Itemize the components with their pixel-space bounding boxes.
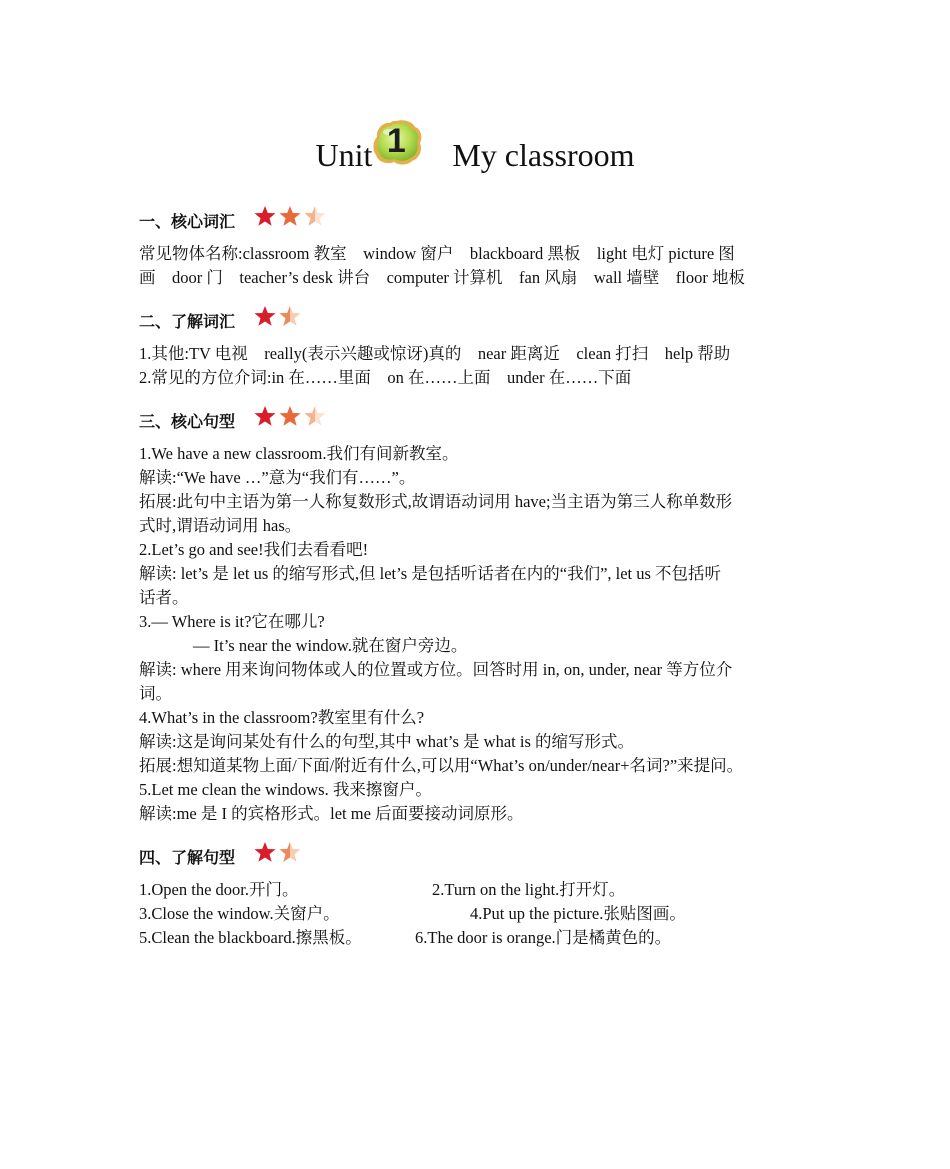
star-icon — [253, 205, 277, 227]
section-title: 三、核心句型 — [139, 411, 236, 431]
section-title: 二、了解词汇 — [139, 311, 236, 331]
page-title — [0, 114, 950, 174]
text-line: 1.We have a new classroom.我们有间新教室。 — [139, 444, 459, 463]
phrase-item: 1.Open the door.开门。 — [139, 880, 299, 899]
section-heading — [139, 204, 829, 236]
text-line: 3.— Where is it?它在哪儿? — [139, 612, 325, 631]
text-line: 常见物体名称:classroom 教室 window 窗户 blackboard 黑板 light 电灯 picture 图 — [139, 244, 735, 263]
text-line: 话者。 — [139, 588, 189, 607]
phrase-item: 2.Turn on the light.打开灯。 — [432, 880, 626, 899]
text-line: 画 door 门 teacher’s desk 讲台 computer 计算机 fan 风扇 wall 墙壁 floor 地板 — [139, 268, 745, 287]
star-icon — [253, 305, 277, 327]
section-title: 四、了解句型 — [139, 847, 236, 867]
text-line: 解读: where 用来询问物体或人的位置或方位。回答时用 in, on, under, near 等方位介 — [139, 660, 733, 679]
unit-name: My classroom — [452, 137, 635, 173]
text-line: 词。 — [139, 684, 172, 703]
unit-word: Unit — [315, 137, 373, 173]
section-title: 一、核心词汇 — [139, 211, 236, 231]
text-line: 解读:me 是 I 的宾格形式。let me 后面要接动词原形。 — [139, 804, 524, 823]
text-line: 拓展:此句中主语为第一人称复数形式,故谓语动词用 have;当主语为第三人称单数形 — [139, 492, 733, 511]
text-line: 5.Let me clean the windows. 我来擦窗户。 — [139, 780, 432, 799]
star-icon — [278, 205, 302, 227]
rating-stars — [253, 205, 328, 227]
section-heading — [139, 304, 829, 336]
document-body — [139, 198, 829, 950]
text-line: 2.常见的方位介词:in 在……里面 on 在……上面 under 在……下面 — [139, 368, 632, 387]
section-heading — [139, 404, 829, 436]
rating-stars — [253, 405, 328, 427]
unit-number-badge — [372, 118, 424, 166]
text-line: 解读: let’s 是 let us 的缩写形式,但 let’s 是包括听话者在内的“我们”, let us 不包括听 — [139, 564, 722, 583]
text-line: 式时,谓语动词用 has。 — [139, 516, 302, 535]
text-line: 拓展:想知道某物上面/下面/附近有什么,可以用“What’s on/under/near+名词?”来提问。 — [139, 756, 744, 775]
unit-number: 1 — [386, 121, 406, 160]
phrase-row — [139, 878, 829, 902]
rating-stars — [253, 841, 303, 863]
phrase-row — [139, 926, 829, 950]
phrase-row — [139, 902, 829, 926]
phrase-item: 6.The door is orange.门是橘黄色的。 — [415, 928, 672, 947]
phrase-item: 4.Put up the picture.张贴图画。 — [470, 904, 686, 923]
half-star-icon — [278, 305, 302, 327]
rating-stars — [253, 305, 303, 327]
section-heading — [139, 840, 829, 872]
half-star-icon — [278, 841, 302, 863]
star-icon — [278, 405, 302, 427]
text-line: 4.What’s in the classroom?教室里有什么? — [139, 708, 425, 727]
half-star-icon — [303, 205, 327, 227]
text-line: 解读:“We have …”意为“我们有……”。 — [139, 468, 416, 487]
phrase-item: 5.Clean the blackboard.擦黑板。 — [139, 928, 362, 947]
text-line: — It’s near the window.就在窗户旁边。 — [193, 636, 468, 655]
text-line: 1.其他:TV 电视 really(表示兴趣或惊讶)真的 near 距离近 clean 打扫 help 帮助 — [139, 344, 731, 363]
text-line: 解读:这是询问某处有什么的句型,其中 what’s 是 what is 的缩写形式。 — [139, 732, 634, 751]
star-icon — [253, 841, 277, 863]
star-icon — [253, 405, 277, 427]
text-line: 2.Let’s go and see!我们去看看吧! — [139, 540, 369, 559]
half-star-icon — [303, 405, 327, 427]
phrase-item: 3.Close the window.关窗户。 — [139, 904, 340, 923]
